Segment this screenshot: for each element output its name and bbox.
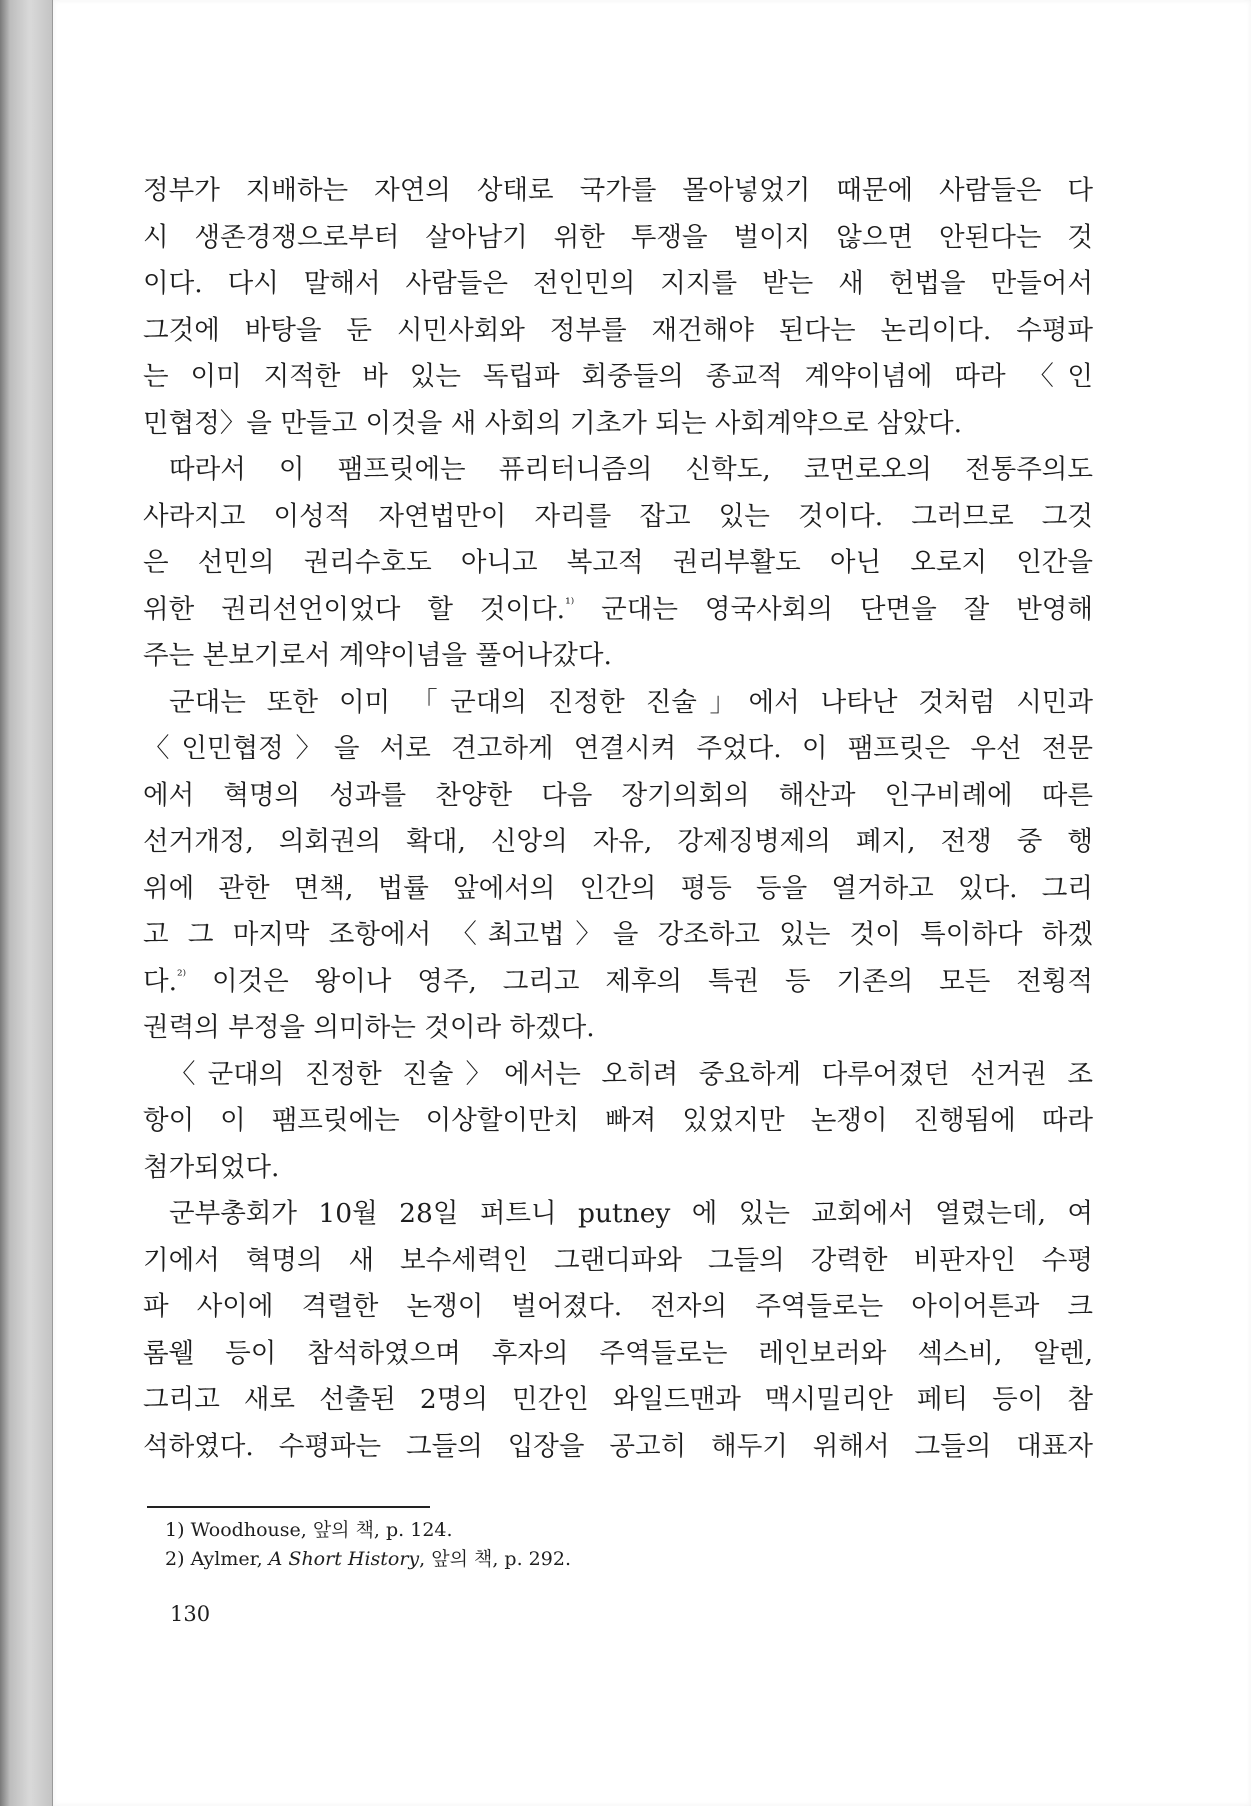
text-line: 따라서 이 팸프릿에는 퓨리터니즘의 신학도, 코먼로오의 전통주의도 (169, 454, 1093, 485)
text-line: 항이 이 팸프릿에는 이상할이만치 빠져 있었지만 논쟁이 진행됨에 따라 (143, 1105, 1093, 1136)
footnote-2 (165, 1545, 1065, 1574)
text-line: 파 사이에 격렬한 논쟁이 벌어졌다. 전자의 주역들로는 아이어튼과 크 (143, 1291, 1093, 1322)
text-line: 주는 본보기로서 계약이념을 풀어나갔다. (143, 640, 612, 671)
text-segment: 위한 권리선언이었다 할 것이다. (143, 593, 566, 625)
text-segment: 다. (143, 965, 178, 997)
footnote-text: Woodhouse, 앞의 책, p. 124. (190, 1519, 453, 1541)
footnote-marker: 1) (165, 1519, 185, 1541)
footnote-text: Aylmer, (190, 1548, 269, 1570)
page-number: 130 (170, 1602, 211, 1626)
body-text (143, 168, 1093, 1470)
text-line: 은 선민의 권리수호도 아니고 복고적 권리부활도 아닌 오로지 인간을 (143, 547, 1093, 578)
footnotes (165, 1516, 1065, 1574)
text-line: 그것에 바탕을 둔 시민사회와 정부를 재건해야 된다는 논리이다. 수평파 (143, 314, 1093, 346)
book-page-edge (0, 0, 53, 1806)
text-line (143, 959, 1093, 1006)
text-segment: 군대는 영국사회의 단면을 잘 반영해 (574, 593, 1094, 625)
text-line: 시 생존경쟁으로부터 살아남기 위한 투쟁을 벌이지 않으면 안된다는 것 (143, 221, 1093, 253)
footnote-book-title: A Short History (268, 1548, 420, 1570)
footnote-ref-2: ²⁾ (177, 967, 187, 984)
text-line: 〈군대의 진정한 진술〉에서는 오히려 중요하게 다루어졌던 선거권 조 (169, 1058, 1093, 1090)
footnote-divider (147, 1506, 430, 1508)
text-line: 고 그 마지막 조항에서 〈최고법〉을 강조하고 있는 것이 특이하다 하겠 (143, 919, 1093, 950)
text-line: 위에 관한 면책, 법률 앞에서의 인간의 평등 등을 열거하고 있다. 그리 (143, 872, 1093, 904)
text-line (143, 587, 1093, 634)
text-line: 롬웰 등이 참석하였으며 후자의 주역들로는 레인보러와 섹스비, 알렌, (143, 1337, 1093, 1369)
text-segment: 이것은 왕이나 영주, 그리고 제후의 특권 등 기존의 모든 전횡적 (186, 965, 1093, 997)
text-line: 민협정〉을 만들고 이것을 새 사회의 기초가 되는 사회계약으로 삼았다. (143, 407, 963, 439)
footnote-1 (165, 1516, 1065, 1545)
text-line: 사라지고 이성적 자연법만이 자리를 잡고 있는 것이다. 그러므로 그것 (143, 500, 1093, 532)
text-line: 권력의 부정을 의미하는 것이라 하겠다. (143, 1012, 595, 1043)
text-line: 에서 혁명의 성과를 찬양한 다음 장기의회의 해산과 인구비례에 따른 (143, 779, 1093, 811)
text-line: 〈인민협정〉을 서로 견고하게 연결시켜 주었다. 이 팸프릿은 우선 전문 (143, 733, 1093, 764)
text-line: 기에서 혁명의 새 보수세력인 그랜디파와 그들의 강력한 비판자인 수평 (143, 1244, 1093, 1276)
text-line: 선거개정, 의회권의 확대, 신앙의 자유, 강제징병제의 폐지, 전쟁 중 행 (143, 826, 1093, 857)
text-line: 석하였다. 수평파는 그들의 입장을 공고히 해두기 위해서 그들의 대표자 (143, 1430, 1093, 1462)
text-line: 는 이미 지적한 바 있는 독립파 회중들의 종교적 계약이념에 따라 〈인 (143, 361, 1093, 392)
footnote-marker: 2) (165, 1548, 185, 1570)
footnote-text: , 앞의 책, p. 292. (419, 1548, 571, 1570)
text-line: 군부총회가 10월 28일 퍼트니 putney 에 있는 교회에서 열렸는데, 여 (169, 1198, 1093, 1229)
text-line: 이다. 다시 말해서 사람들은 전인민의 지지를 받는 새 헌법을 만들어서 (143, 268, 1093, 299)
text-line: 그리고 새로 선출된 2명의 민간인 와일드맨과 맥시밀리안 페티 등이 참 (143, 1384, 1093, 1415)
text-line: 군대는 또한 이미 「군대의 진정한 진술」에서 나타난 것처럼 시민과 (169, 686, 1093, 718)
text-line: 첨가되었다. (143, 1151, 280, 1183)
footnote-ref-1: ¹⁾ (565, 595, 575, 612)
text-line: 정부가 지배하는 자연의 상태로 국가를 몰아넣었기 때문에 사람들은 다 (143, 175, 1093, 206)
